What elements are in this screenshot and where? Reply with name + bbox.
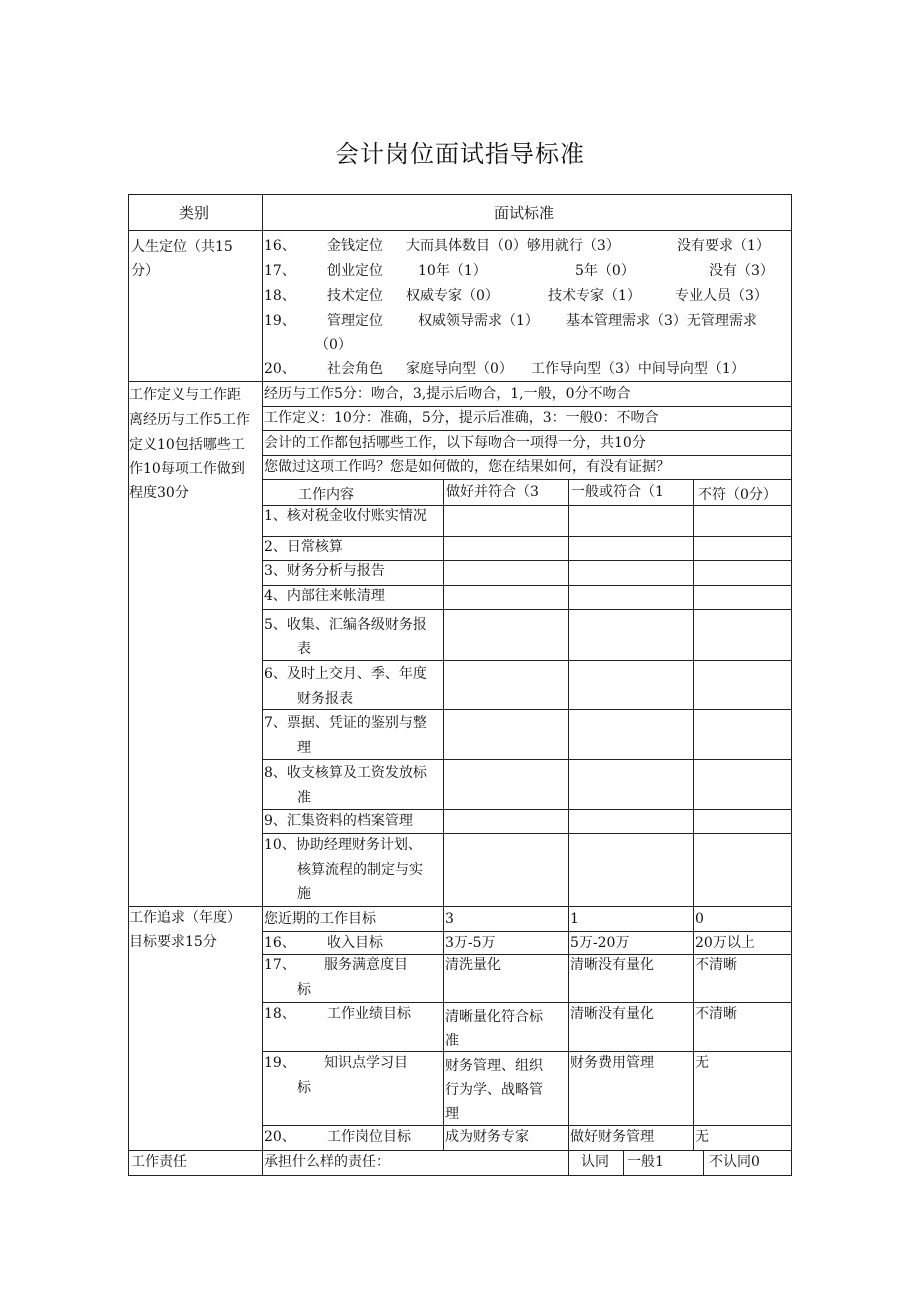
s3-row-name: 服务满意度目 <box>324 957 408 973</box>
s3-row-num: 16、 <box>264 935 296 951</box>
s2-rule-line: 会计的工作都包括哪些工作，以下每吻合一项得一分，共10分 <box>264 435 646 451</box>
s3-row-name: 工作岗位目标 <box>327 1129 411 1145</box>
s2-col-header: 做好并符合（3 <box>446 484 539 500</box>
s3-cell: 3万-5万 <box>445 935 496 951</box>
s1-row-option: 技术专家（1） <box>548 288 641 304</box>
s3-row-num: 18、 <box>264 1006 296 1022</box>
s2-category-line: 程度30分 <box>129 485 189 501</box>
s3-cell: 不清晰 <box>695 1006 737 1022</box>
s3-head: 3 <box>445 911 454 927</box>
s3-category-line: 工作追求（年度） <box>129 910 241 926</box>
s2-work-item: 10、协助经理财务计划、 <box>264 837 422 853</box>
s3-cell: 成为财务专家 <box>445 1129 529 1145</box>
s2-rule-line: 经历与工作5分：吻合，3,提示后吻合，1,一般，0分不吻合 <box>264 386 631 402</box>
s1-row-option: 5年（0） <box>575 263 635 279</box>
s3-cell: 做好财务管理 <box>570 1129 654 1145</box>
s1-row-num: 16、 <box>264 238 296 254</box>
s2-category-line: 离经历与工作5工作 <box>129 412 250 428</box>
s1-row-option-cont: （0） <box>315 337 352 353</box>
s1-row-option: 10年（1） <box>418 263 487 279</box>
s2-work-item: 5、收集、汇编各级财务报 <box>264 617 427 633</box>
s1-row-num: 19、 <box>264 313 296 329</box>
s3-cell: 5万-20万 <box>570 935 630 951</box>
s1-row-option: 大而具体数目（0）够用就行（3） <box>406 238 620 254</box>
s2-rule-line: 工作定义：10分：准确，5分，提示后准确，3：一般0：不吻合 <box>264 410 659 426</box>
s1-category-line: 人生定位（共15 <box>131 239 233 255</box>
s1-category-line: 分） <box>131 263 159 279</box>
s1-row-option: 没有要求（1） <box>677 238 770 254</box>
s3-cell: 不清晰 <box>695 957 737 973</box>
s2-rule-line: 您做过这项工作吗？您是如何做的，您在结果如何，有没有证据？ <box>264 459 670 475</box>
s1-row-num: 18、 <box>264 288 296 304</box>
s1-row-name: 金钱定位 <box>327 238 383 254</box>
header-category: 类别 <box>179 204 210 222</box>
s3-cell: 财务管理、组织 <box>445 1058 543 1074</box>
page-title: 会计岗位面试指导标准 <box>335 140 585 168</box>
s4-question: 承担什么样的责任： <box>264 1154 390 1170</box>
s3-cell: 无 <box>695 1129 709 1145</box>
s3-cell: 财务费用管理 <box>570 1055 654 1071</box>
s3-cell-cont: 行为学、战略管 <box>445 1082 543 1098</box>
s2-work-item-cont: 施 <box>297 886 311 902</box>
s2-category-line: 定义10包括哪些工 <box>129 437 245 453</box>
s3-row-num: 17、 <box>264 957 296 973</box>
s3-cell: 清晰没有量化 <box>570 1006 654 1022</box>
s2-work-item-cont: 财务报表 <box>297 691 353 707</box>
s3-cell-cont: 准 <box>445 1033 459 1049</box>
s1-row-option: 权威专家（0） <box>406 288 499 304</box>
interview-standard-table <box>128 194 792 1176</box>
s3-row-num: 20、 <box>264 1129 296 1145</box>
s3-row-name: 收入目标 <box>327 935 383 951</box>
s2-category-line: 工作定义与工作距 <box>129 387 241 403</box>
s3-cell-cont: 理 <box>445 1106 459 1122</box>
s1-row-name: 社会角色 <box>327 361 383 377</box>
s2-col-header: 工作内容 <box>298 487 354 503</box>
s3-cell: 清洗量化 <box>445 957 501 973</box>
s1-row-option: 专业人员（3） <box>675 288 768 304</box>
s3-row-name: 知识点学习目 <box>324 1055 408 1071</box>
s2-work-item: 9、汇集资料的档案管理 <box>264 813 413 829</box>
s2-work-item: 7、票据、凭证的鉴别与整 <box>264 715 427 731</box>
s3-row-name: 工作业绩目标 <box>327 1006 411 1022</box>
s3-head: 1 <box>570 911 579 927</box>
s2-work-item-cont: 表 <box>297 641 311 657</box>
s2-work-item-cont: 理 <box>297 740 311 756</box>
s1-row-num: 17、 <box>264 263 296 279</box>
s2-work-item: 2、日常核算 <box>264 539 343 555</box>
s3-row-name-cont: 标 <box>297 982 311 998</box>
s2-work-item-cont: 核算流程的制定与实 <box>297 862 423 878</box>
s4-option: 一般1 <box>627 1154 664 1170</box>
s1-row-name: 创业定位 <box>327 263 383 279</box>
s2-col-header: 不符（0分） <box>698 487 777 503</box>
s3-cell: 无 <box>695 1055 709 1071</box>
s1-row-name: 管理定位 <box>327 313 383 329</box>
s3-cell: 清晰没有量化 <box>570 957 654 973</box>
s1-row-option: 没有（3） <box>709 263 774 279</box>
s2-work-item: 6、及时上交月、季、年度 <box>264 666 427 682</box>
s3-row-name-cont: 标 <box>297 1080 311 1096</box>
s2-work-item-cont: 准 <box>297 790 311 806</box>
s1-row-option: 基本管理需求（3）无管理需求 <box>566 313 757 329</box>
s3-cell: 20万以上 <box>695 935 755 951</box>
s4-option: 不认同0 <box>709 1154 760 1170</box>
s2-work-item: 8、收支核算及工资发放标 <box>264 765 427 781</box>
s3-head: 0 <box>695 911 704 927</box>
s4-category: 工作责任 <box>131 1154 187 1170</box>
s2-category-line: 作10每项工作做到 <box>129 461 245 477</box>
s1-row-option: 家庭导向型（0） <box>406 361 513 377</box>
s2-work-item: 1、核对税金收付账实情况 <box>264 508 427 524</box>
s3-category-line: 目标要求15分 <box>129 934 217 950</box>
s1-row-num: 20、 <box>264 361 296 377</box>
s2-work-item: 3、财务分析与报告 <box>264 563 385 579</box>
s4-option: 认同 <box>581 1154 609 1170</box>
s3-row-num: 19、 <box>264 1055 296 1071</box>
s1-row-option: 工作导向型（3）中间导向型（1） <box>531 361 745 377</box>
s1-row-name: 技术定位 <box>327 288 383 304</box>
s2-col-header: 一般或符合（1 <box>571 484 664 500</box>
s3-head: 您近期的工作目标 <box>264 911 376 927</box>
s3-cell: 清晰量化符合标 <box>445 1009 543 1025</box>
s1-row-option: 权威领导需求（1） <box>418 313 539 329</box>
s2-work-item: 4、内部往来帐清理 <box>264 588 385 604</box>
header-standard: 面试标准 <box>494 204 555 222</box>
